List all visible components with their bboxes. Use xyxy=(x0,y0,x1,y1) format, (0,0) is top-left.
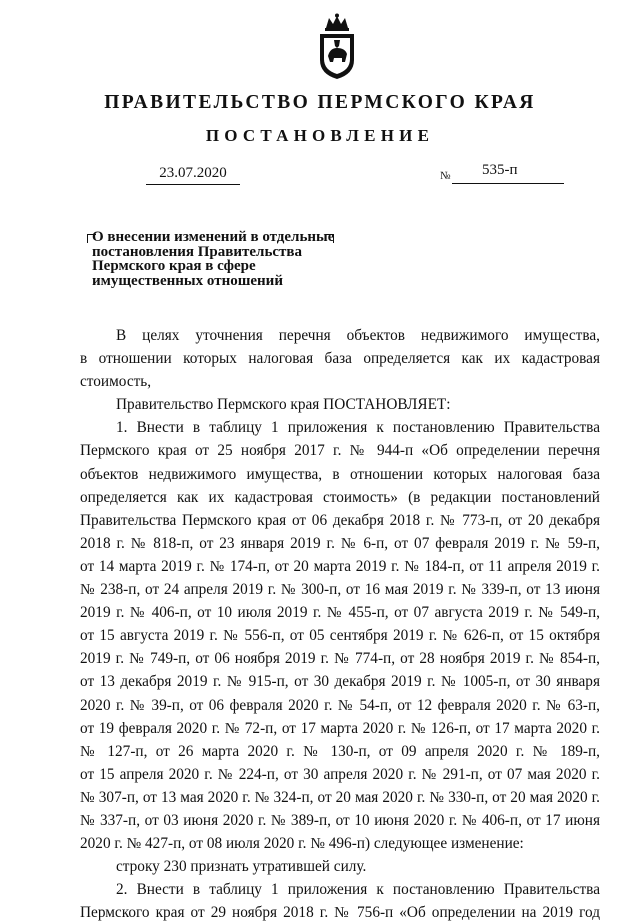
body-line: строку 230 признать утратившей силу. xyxy=(116,858,367,876)
body-line: № 307-п, от 13 мая 2020 г. № 324-п, от 20 мая 2020 г. № 330-п, от 20 мая 2020 г. xyxy=(80,788,600,806)
body-line: В целях уточнения перечня объектов недвижимого имущества, xyxy=(116,327,600,344)
body-line: от 14 марта 2019 г. № 174-п, от 20 марта 2019 г. № 184-п, от 11 апреля 2019 г. xyxy=(80,557,600,575)
body-line: Правительство Пермского края ПОСТАНОВЛЯЕТ: xyxy=(116,396,451,414)
body-line: № 238-п, от 24 апреля 2019 г. № 300-п, от 16 мая 2019 г. № 339-п, от 13 июня xyxy=(80,581,600,599)
body-line: объектов недвижимого имущества, в отношении которых налоговая база xyxy=(80,465,600,483)
coat-of-arms-icon xyxy=(316,12,358,80)
body-line: Пермского края от 25 ноября 2017 г. № 944-п «Об определении перечня xyxy=(80,442,600,460)
body-line: 2. Внести в таблицу 1 приложения к постановлению Правительства xyxy=(116,881,600,899)
subject-line: постановления Правительства xyxy=(92,243,302,260)
body-line: 2019 г. № 749-п, от 06 ноября 2019 г. № 774-п, от 28 ноября 2019 г. № 854-п, xyxy=(80,650,600,668)
body-line: № 127-п, от 26 марта 2020 г. № 130-п, от 09 апреля 2020 г. № 189-п, xyxy=(80,742,600,760)
document-body xyxy=(80,324,600,924)
body-line: 2019 г. № 406-п, от 10 июля 2019 г. № 455-п, от 07 августа 2019 г. № 549-п, xyxy=(80,604,600,622)
body-line: от 15 августа 2019 г. № 556-п, от 05 сентября 2019 г. № 626-п, от 15 октября xyxy=(80,627,600,645)
government-title: ПРАВИТЕЛЬСТВО ПЕРМСКОГО КРАЯ xyxy=(104,92,536,113)
subject-line: Пермского края в сфере xyxy=(92,258,256,274)
body-line: от 15 апреля 2020 г. № 224-п, от 30 апреля 2020 г. № 291-п, от 07 мая 2020 г. xyxy=(80,765,600,783)
number-sign: № xyxy=(440,170,451,182)
subject-line: имущественных отношений xyxy=(92,272,283,289)
body-line: в отношении которых налоговая база определяется как их кадастровая xyxy=(80,350,600,368)
body-line: от 13 декабря 2019 г. № 915-п, от 30 декабря 2019 г. № 1005-п, от 30 января xyxy=(80,673,600,691)
body-line: определяется как их кадастровая стоимость» (в редакции постановлений xyxy=(80,488,600,506)
document-type: ПОСТАНОВЛЕНИЕ xyxy=(205,126,435,145)
body-line: № 337-п, от 03 июня 2020 г. № 389-п, от 10 июня 2020 г. № 406-п, от 17 июня xyxy=(80,811,600,829)
document-date: 23.07.2020 xyxy=(146,165,240,185)
body-line: 2020 г. № 427-п, от 08 июля 2020 г. № 496-п) следующее изменение: xyxy=(80,835,524,853)
body-line: от 19 февраля 2020 г. № 72-п, от 17 марта 2020 г. № 126-п, от 17 марта 2020 г. xyxy=(80,719,600,737)
body-line: стоимость, xyxy=(80,373,152,391)
document-number: 535-п xyxy=(452,162,564,184)
body-line: 1. Внести в таблицу 1 приложения к постановлению Правительства xyxy=(116,419,600,437)
body-line: 2018 г. № 818-п, от 23 января 2019 г. № 6-п, от 07 февраля 2019 г. № 59-п, xyxy=(80,534,600,552)
subject-line: О внесении изменений в отдельные xyxy=(92,229,335,245)
body-line: Пермского края от 29 ноября 2018 г. № 756-п «Об определении на 2019 год xyxy=(80,904,600,922)
body-line: 2020 г. № 39-п, от 06 февраля 2020 г. № 54-п, от 12 февраля 2020 г. № 63-п, xyxy=(80,696,600,714)
document-subject xyxy=(92,230,342,288)
body-line: Правительства Пермского края от 06 декабря 2018 г. № 773-п, от 20 декабря xyxy=(80,511,600,529)
